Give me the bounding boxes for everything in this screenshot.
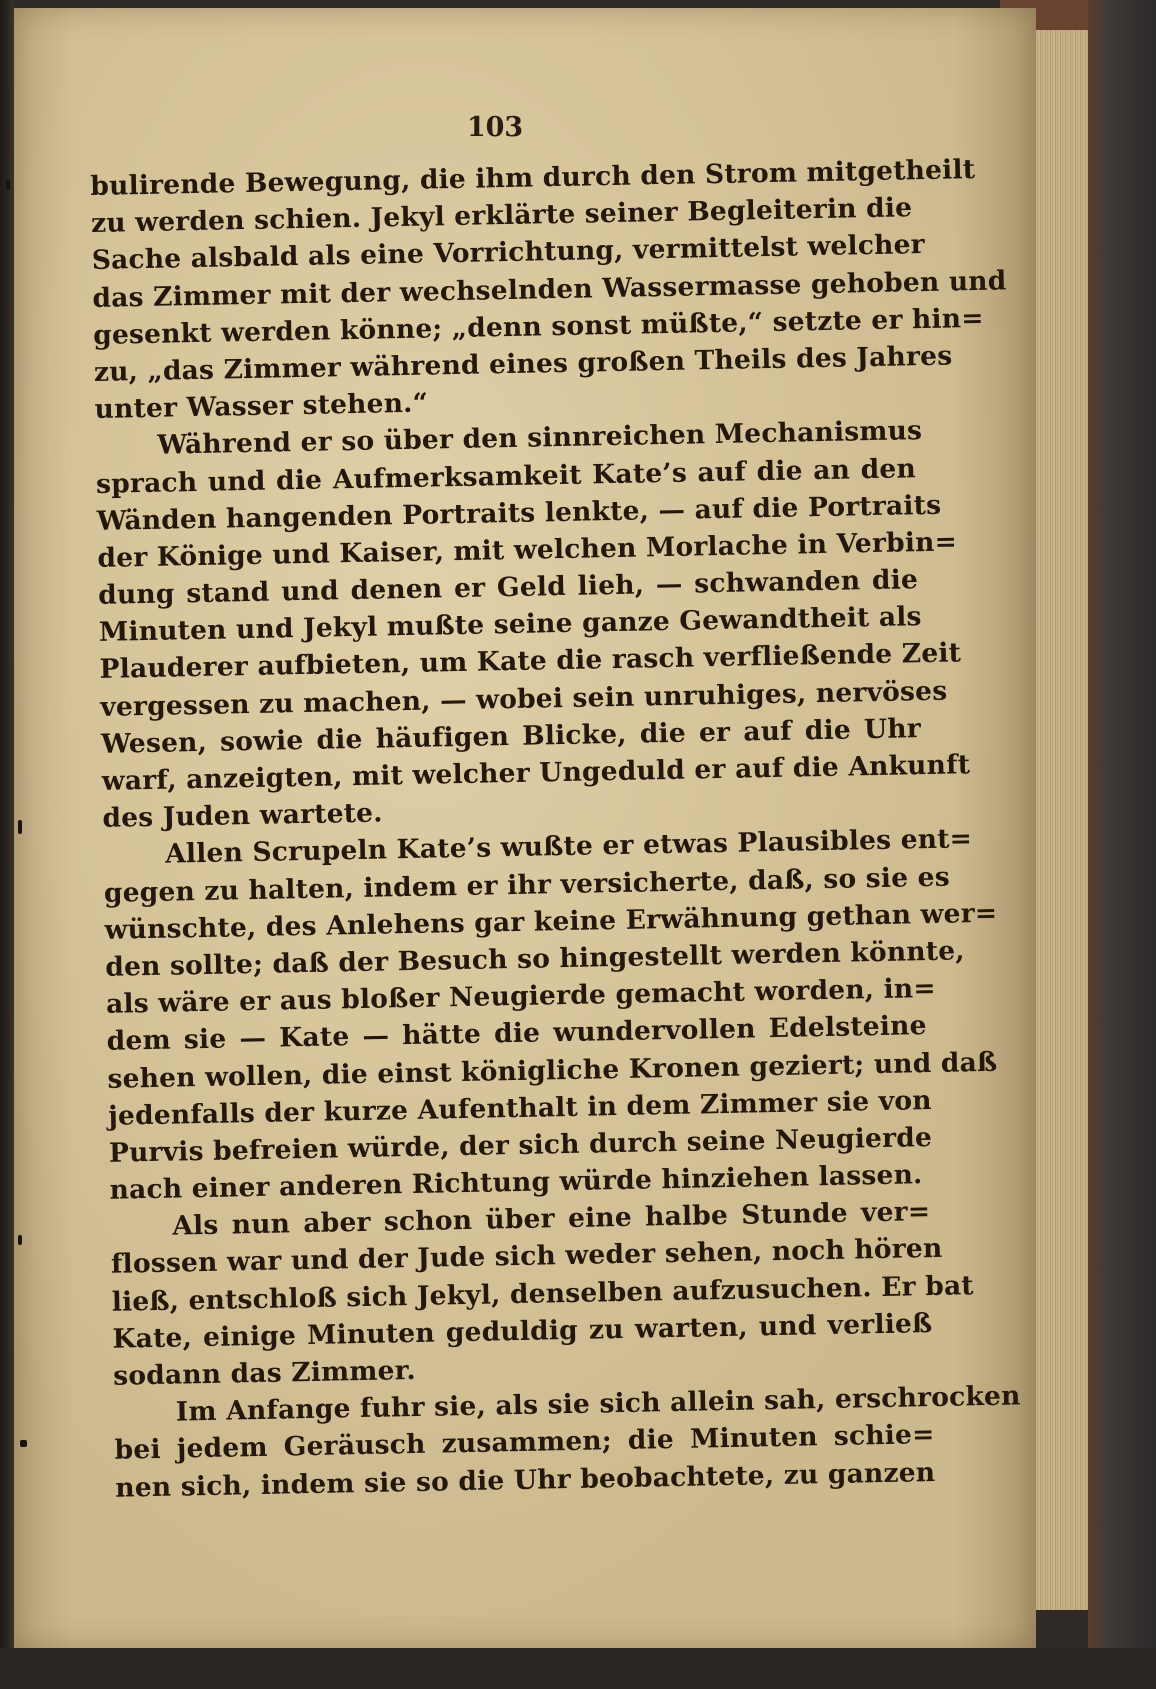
- margin-mark: [6, 180, 10, 190]
- text-line: flossen war und der Jude sich weder sehen, noch hören: [110, 1233, 943, 1281]
- text-line: ließ, entschloß sich Jekyl, denselben aufzusuchen. Er bat: [111, 1269, 975, 1318]
- text-line: sehen wollen, die einst königliche Kronen geziert; und daß: [107, 1046, 998, 1095]
- text-line: des Juden wartete.: [102, 797, 383, 835]
- text-line: bei jedem Geräusch zusammen; die Minuten schie=: [114, 1419, 935, 1467]
- margin-mark: [18, 1235, 22, 1245]
- bottom-shadow: [0, 1648, 1156, 1689]
- text-line: jedenfalls der kurze Aufenthalt in dem Zimmer sie von: [107, 1084, 932, 1132]
- text-line: dung stand und denen er Geld lieh, — schwanden die: [97, 564, 919, 611]
- text-line: zu werden schien. Jekyl erklärte seiner Begleiterin die: [90, 192, 913, 240]
- text-line: der Könige und Kaiser, mit welchen Morlache in Verbin=: [97, 526, 958, 574]
- text-line: dem sie — Kate — hätte die wundervollen Edelsteine: [106, 1010, 927, 1058]
- text-line: unter Wasser stehen.“: [94, 387, 429, 426]
- text-line: Kate, einige Minuten geduldig zu warten, und verließ: [112, 1307, 933, 1355]
- text-line: nen sich, indem sie so die Uhr beobachtete, zu ganzen: [115, 1456, 936, 1504]
- text-line: nach einer anderen Richtung würde hinziehen lassen.: [109, 1159, 923, 1206]
- text-line: bulirende Bewegung, die ihm durch den Strom mitgetheilt: [90, 154, 976, 202]
- text-line: wünschte, des Anlehens gar keine Erwähnung gethan wer=: [104, 897, 998, 946]
- text-line: zu, „das Zimmer während eines großen Theils des Jahres: [93, 340, 953, 388]
- margin-mark: [18, 820, 22, 834]
- text-line: Als nun aber schon über eine halbe Stunde ver=: [172, 1196, 931, 1242]
- body-text: [90, 152, 1021, 1506]
- text-line: Wesen, sowie die häufigen Blicke, die er auf die Uhr: [100, 712, 922, 760]
- text-line: sprach und die Aufmerksamkeit Kate’s auf die an den: [95, 452, 917, 500]
- page-edges: [1036, 30, 1088, 1610]
- binding-edge: [0, 0, 14, 1689]
- text-line: den sollte; daß der Besuch so hingestellt werden könnte,: [105, 935, 965, 983]
- text-line: Minuten und Jekyl mußte seine ganze Gewandtheit als: [98, 601, 922, 649]
- margin-mark: [20, 1440, 27, 1447]
- page-number: 103: [466, 112, 524, 143]
- text-line: Im Anfange fuhr sie, als sie sich allein sah, erschrocken: [175, 1380, 1021, 1428]
- text-line: warf, anzeigten, mit welcher Ungeduld er auf die Ankunft: [101, 749, 971, 797]
- text-line: das Zimmer mit der wechselnden Wassermasse gehoben und: [92, 264, 1007, 314]
- text-line: Während er so über den sinnreichen Mechanismus: [157, 415, 923, 462]
- text-line: vergessen zu machen, — wobei sein unruhiges, nervöses: [100, 675, 948, 723]
- text-line: Plauderer aufbieten, um Kate die rasch verfließende Zeit: [99, 637, 962, 686]
- text-line: Purvis befreien würde, der sich durch seine Neugierde: [108, 1121, 933, 1169]
- text-line: als wäre er aus bloßer Neugierde gemacht worden, in=: [105, 973, 937, 1020]
- text-line: sodann das Zimmer.: [112, 1354, 417, 1392]
- text-line: gegen zu halten, indem er ihr versicherte, daß, so sie es: [103, 861, 951, 909]
- text-line: gesenkt werden könne; „denn sonst müßte,“ setzte er hin=: [92, 302, 984, 351]
- text-line: Wänden hangenden Portraits lenkte, — auf die Portraits: [96, 489, 942, 537]
- text-line: Allen Scrupeln Kate’s wußte er etwas Plausibles ent=: [164, 823, 973, 871]
- text-line: Sache alsbald als eine Vorrichtung, vermittelst welcher: [91, 229, 926, 277]
- book-cover: [1088, 0, 1156, 1689]
